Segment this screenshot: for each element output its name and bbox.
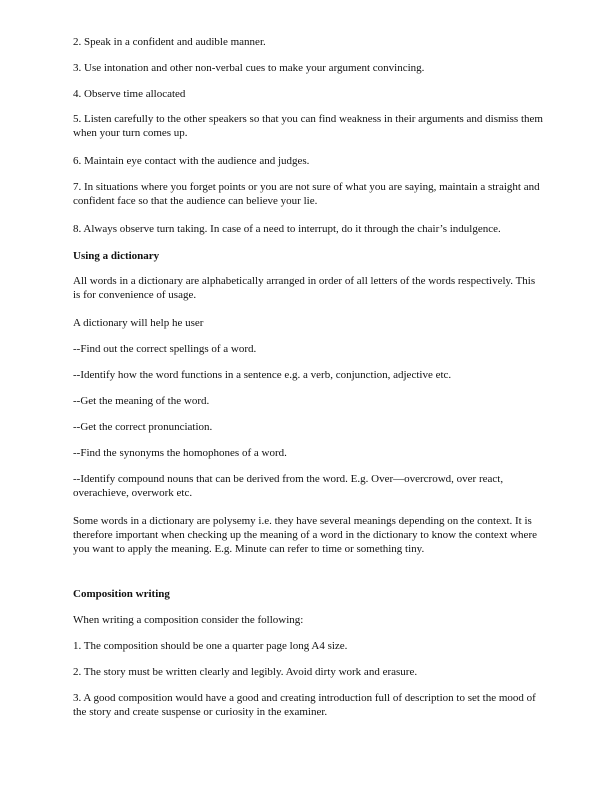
composition-item: 2. The story must be written clearly and legibly. Avoid dirty work and erasure. <box>73 666 418 678</box>
dictionary-item: --Get the correct pronunciation. <box>73 421 213 433</box>
composition-lead: When writing a composition consider the following: <box>73 614 304 626</box>
composition-item: 1. The composition should be one a quarter page long A4 size. <box>73 640 348 652</box>
dictionary-item: --Identify how the word functions in a sentence e.g. a verb, conjunction, adjective etc. <box>73 369 452 381</box>
debate-tip: 3. Use intonation and other non-verbal cues to make your argument convincing. <box>73 62 425 74</box>
section-heading-dictionary: Using a dictionary <box>73 250 160 262</box>
dictionary-item: --Get the meaning of the word. <box>73 395 210 407</box>
debate-tip: 4. Observe time allocated <box>73 88 186 100</box>
section-heading-composition: Composition writing <box>73 588 170 600</box>
dictionary-item: --Identify compound nouns that can be derived from the word. E.g. Over—overcrowd, over react, overachieve, overwork etc. <box>73 473 504 499</box>
dictionary-lead: A dictionary will help he user <box>73 317 204 329</box>
polysemy-paragraph: Some words in a dictionary are polysemy i.e. they have several meanings depending on the context. It is therefore important when checking up the meaning of a word in the dictionary to know the context where you want to apply the meaning. E.g. Minute can refer to time or something tiny. <box>73 515 537 555</box>
debate-tip: 2. Speak in a confident and audible manner. <box>73 36 266 48</box>
dictionary-item: --Find the synonyms the homophones of a word. <box>73 447 287 459</box>
debate-tip: 6. Maintain eye contact with the audience and judges. <box>73 155 310 167</box>
dictionary-intro: All words in a dictionary are alphabetically arranged in order of all letters of the words respectively. This is for convenience of usage. <box>73 275 536 301</box>
debate-tip: 8. Always observe turn taking. In case of a need to interrupt, do it through the chair’s indulgence. <box>73 223 501 235</box>
composition-item: 3. A good composition would have a good and creating introduction full of description to set the mood of the story and create suspense or curiosity in the examiner. <box>73 692 536 718</box>
dictionary-item: --Find out the correct spellings of a word. <box>73 343 257 355</box>
debate-tip: 5. Listen carefully to the other speakers so that you can find weakness in their arguments and dismiss them when your turn comes up. <box>73 113 543 139</box>
debate-tip: 7. In situations where you forget points or you are not sure of what you are saying, maintain a straight and confident face so that the audience can believe your lie. <box>73 181 540 207</box>
